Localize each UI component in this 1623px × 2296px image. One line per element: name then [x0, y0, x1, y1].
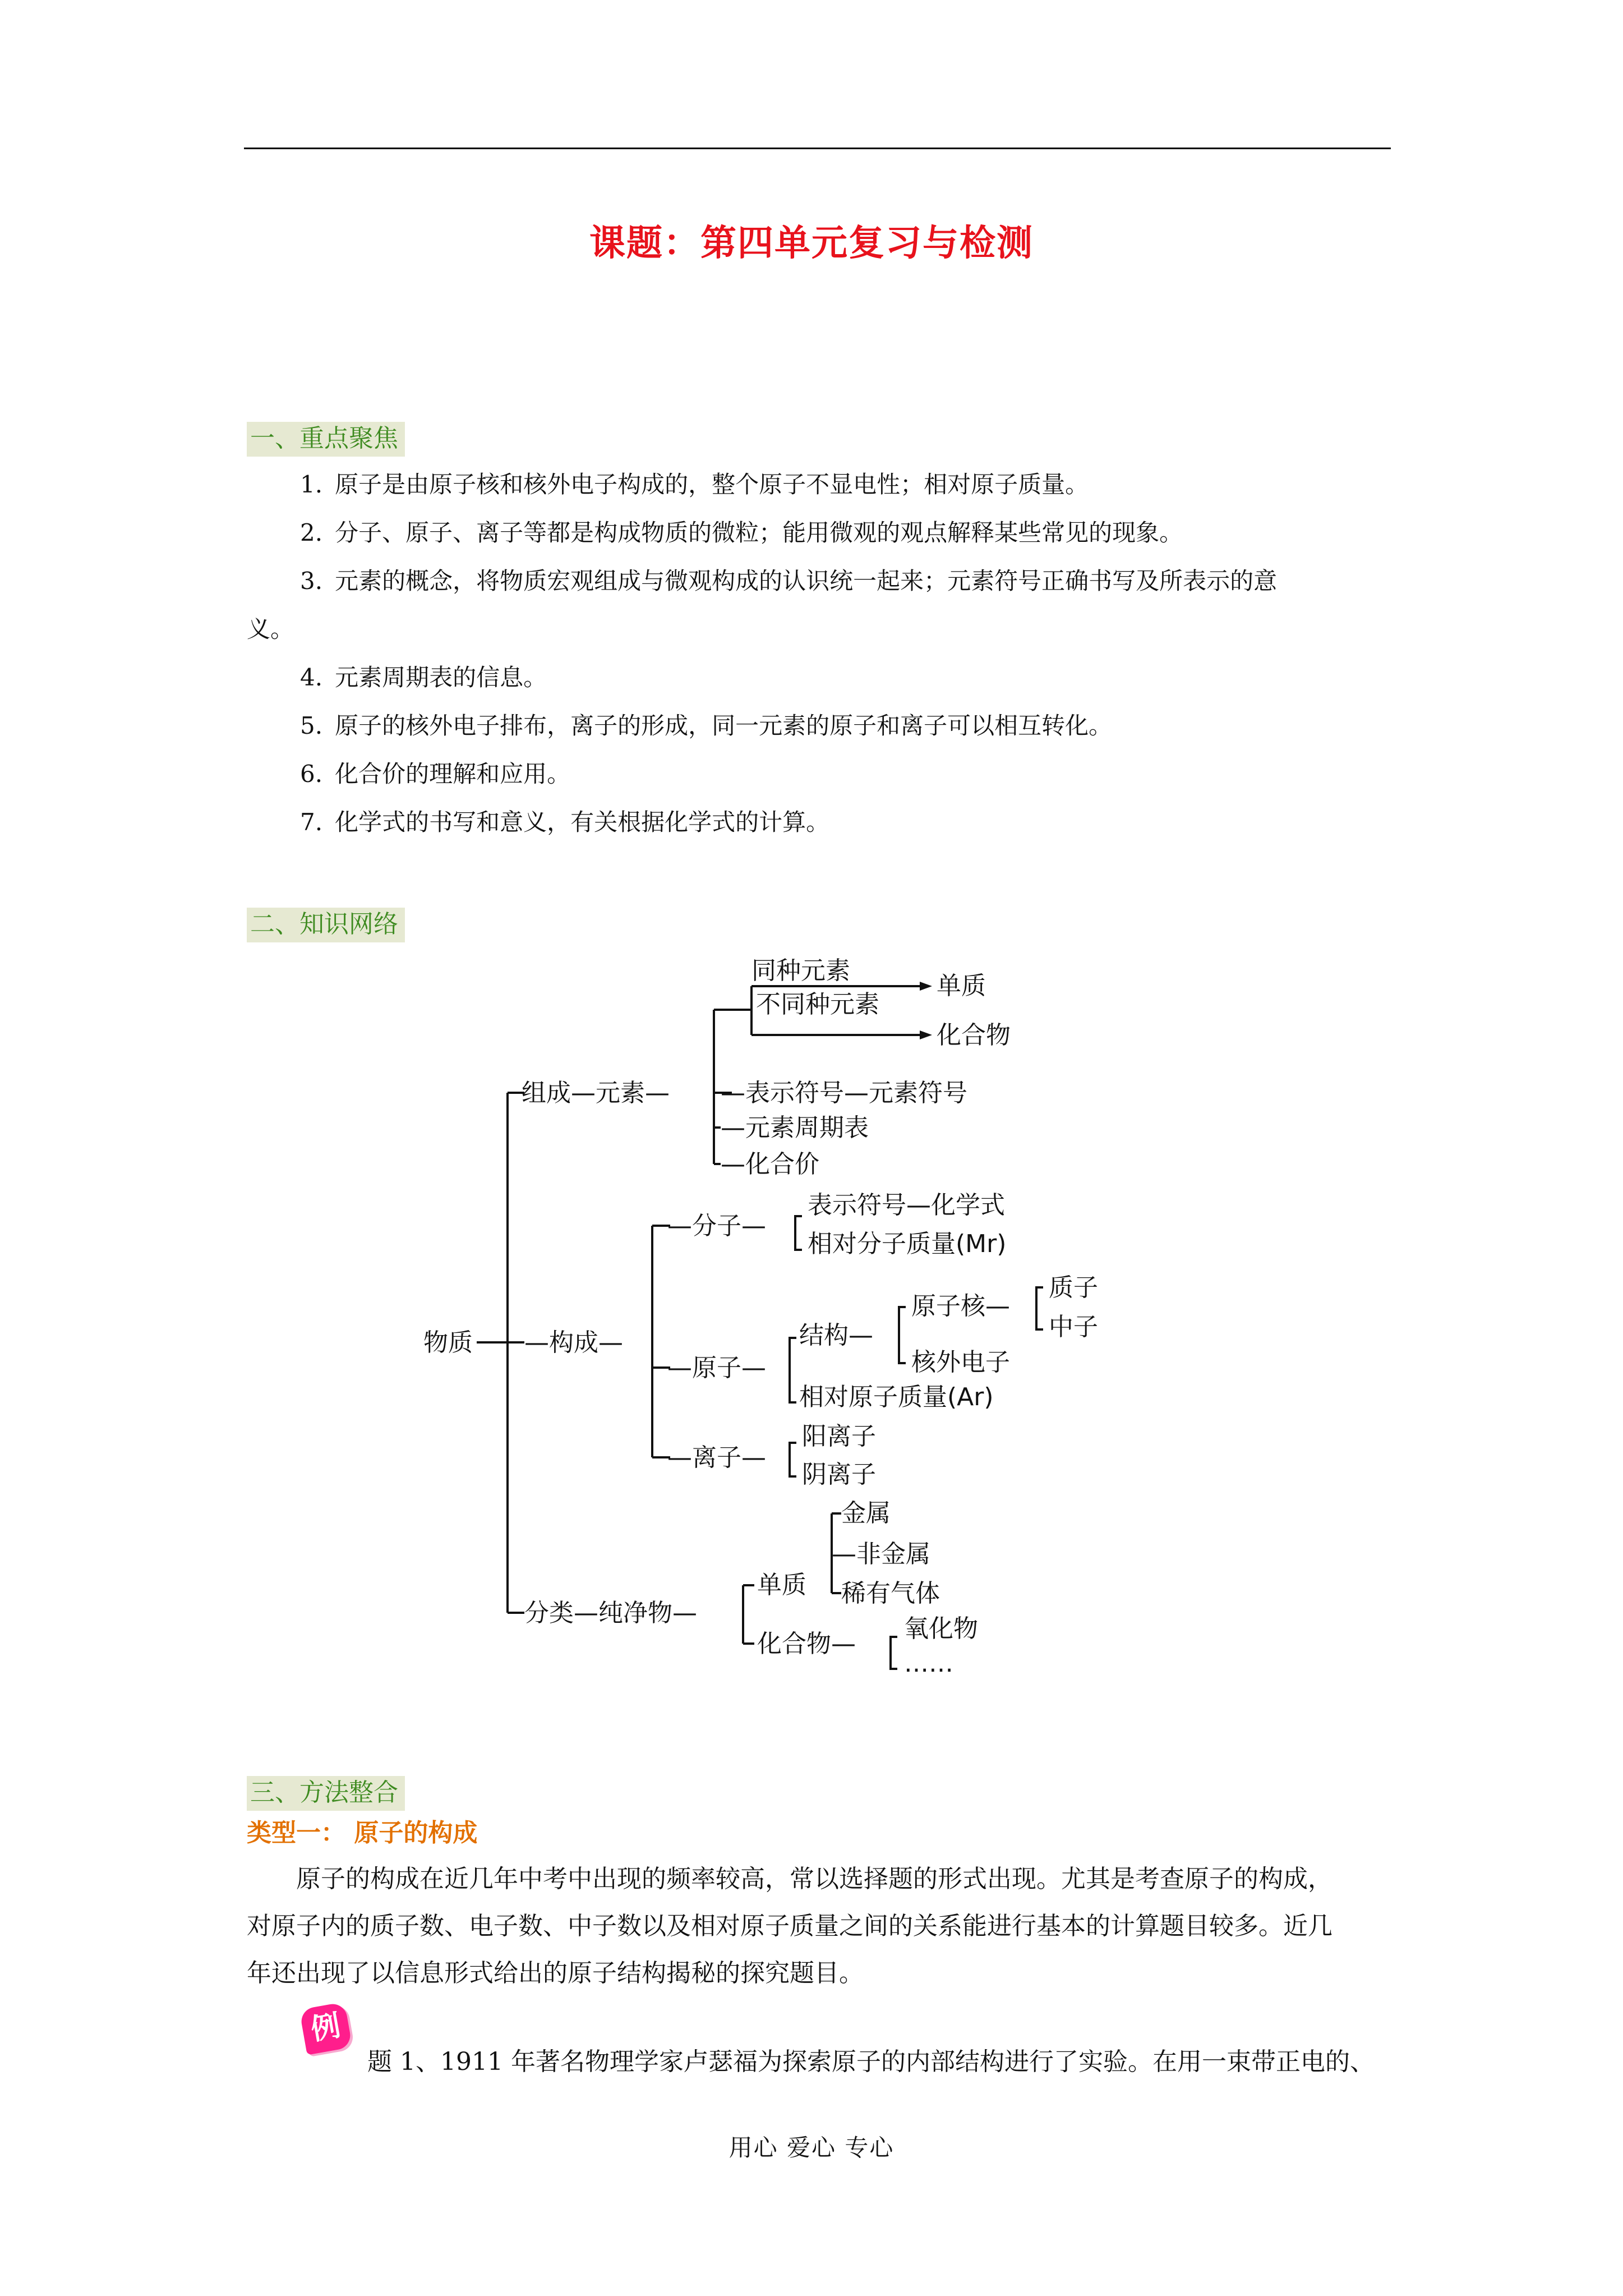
diagram-proton: 质子 — [1049, 1273, 1098, 1302]
diagram-molecule: —分子— — [667, 1212, 766, 1240]
item-number: 5. — [300, 712, 323, 739]
diagram-anion: 阴离子 — [802, 1460, 876, 1489]
item-text: 原子是由原子核和核外电子构成的，整个原子不显电性；相对原子质量。 — [335, 471, 1089, 498]
diagram-constitution: —构成— — [524, 1328, 623, 1357]
diagram-composition: 组成—元素— — [522, 1079, 670, 1107]
diagram-atom: —原子— — [667, 1354, 766, 1382]
item-number: 2. — [300, 519, 323, 546]
item-text: 分子、原子、离子等都是构成物质的微粒；能用微观的观点解释某些常见的现象。 — [335, 519, 1183, 546]
diagram-periodic-table: —元素周期表 — [721, 1114, 869, 1142]
diagram-cation: 阳离子 — [802, 1422, 876, 1451]
focus-item-3-continuation: 义。 — [247, 615, 294, 643]
diagram-metal: 金属 — [841, 1499, 891, 1527]
paragraph-line: 原子的构成在近几年中考中出现的频率较高，常以选择题的形式出现。尤其是考查原子的构成， — [296, 1865, 1332, 1893]
item-number: 6. — [300, 760, 323, 788]
item-number: 4. — [300, 664, 323, 691]
diagram-electron: 核外电子 — [911, 1348, 1010, 1377]
diagram-molecule-mass: 相对分子质量(Mr) — [808, 1230, 1007, 1258]
type-one-paragraph — [247, 1856, 1391, 1997]
diagram-root: 物质 — [423, 1328, 473, 1357]
item-text: 元素的概念，将物质宏观组成与微观构成的认识统一起来；元素符号正确书写及所表示的意 — [335, 567, 1278, 595]
diagram-structure: 结构— — [799, 1321, 873, 1350]
example-question-text: 题 1、1911 年著名物理学家卢瑟福为探索原子的内部结构进行了实验。在用一束带正电的、 — [367, 2047, 1375, 2076]
section-heading-methods: 三、方法整合 — [247, 1776, 405, 1811]
diagram-compound: 化合物— — [757, 1630, 856, 1658]
diagram-ion: —离子— — [667, 1443, 766, 1472]
item-number: 3. — [300, 567, 323, 595]
example-badge-icon: 例 — [299, 2002, 353, 2055]
diagram-compound-top: 化合物 — [937, 1021, 1011, 1050]
diagram-different-element: 不同种元素 — [756, 990, 879, 1019]
diagram-nucleus: 原子核— — [911, 1292, 1010, 1320]
diagram-oxide: 氧化物 — [904, 1614, 978, 1643]
diagram-ellipsis: …… — [904, 1649, 953, 1678]
page-footer: 用心 爱心 专心 — [728, 2134, 895, 2161]
diagram-classification: 分类—纯净物— — [524, 1599, 697, 1627]
diagram-noble-gas: 稀有气体 — [841, 1579, 940, 1608]
diagram-valence: —化合价 — [721, 1150, 819, 1179]
diagram-atom-mass: 相对原子质量(Ar) — [799, 1383, 994, 1411]
diagram-simple-substance-top: 单质 — [937, 972, 986, 1000]
diagram-symbol-element: —表示符号—元素符号 — [721, 1079, 967, 1107]
diagram-neutron: 中子 — [1049, 1313, 1098, 1341]
item-text: 化合价的理解和应用。 — [335, 760, 571, 788]
paragraph-line: 年还出现了以信息形式给出的原子结构揭秘的探究题目。 — [247, 1959, 864, 1987]
diagram-molecule-formula: 表示符号—化学式 — [808, 1191, 1005, 1220]
item-text: 原子的核外电子排布，离子的形成，同一元素的原子和离子可以相互转化。 — [335, 712, 1113, 739]
diagram-simple-substance: 单质 — [757, 1571, 806, 1599]
paragraph-line: 对原子内的质子数、电子数、中子数以及相对原子质量之间的关系能进行基本的计算题目较多。近几 — [247, 1912, 1332, 1940]
diagram-same-element: 同种元素 — [751, 956, 850, 985]
item-number: 1. — [300, 471, 323, 498]
diagram-nonmetal: —非金属 — [832, 1540, 930, 1568]
type-one-heading: 类型一： 原子的构成 — [247, 1819, 478, 1847]
section-heading-network: 二、知识网络 — [247, 908, 405, 942]
item-text: 元素周期表的信息。 — [335, 664, 547, 691]
page-title: 课题：第四单元复习与检测 — [589, 222, 1034, 264]
item-number: 7. — [300, 808, 323, 836]
section-heading-focus: 一、重点聚焦 — [247, 422, 405, 457]
item-text: 化学式的书写和意义，有关根据化学式的计算。 — [335, 808, 830, 836]
